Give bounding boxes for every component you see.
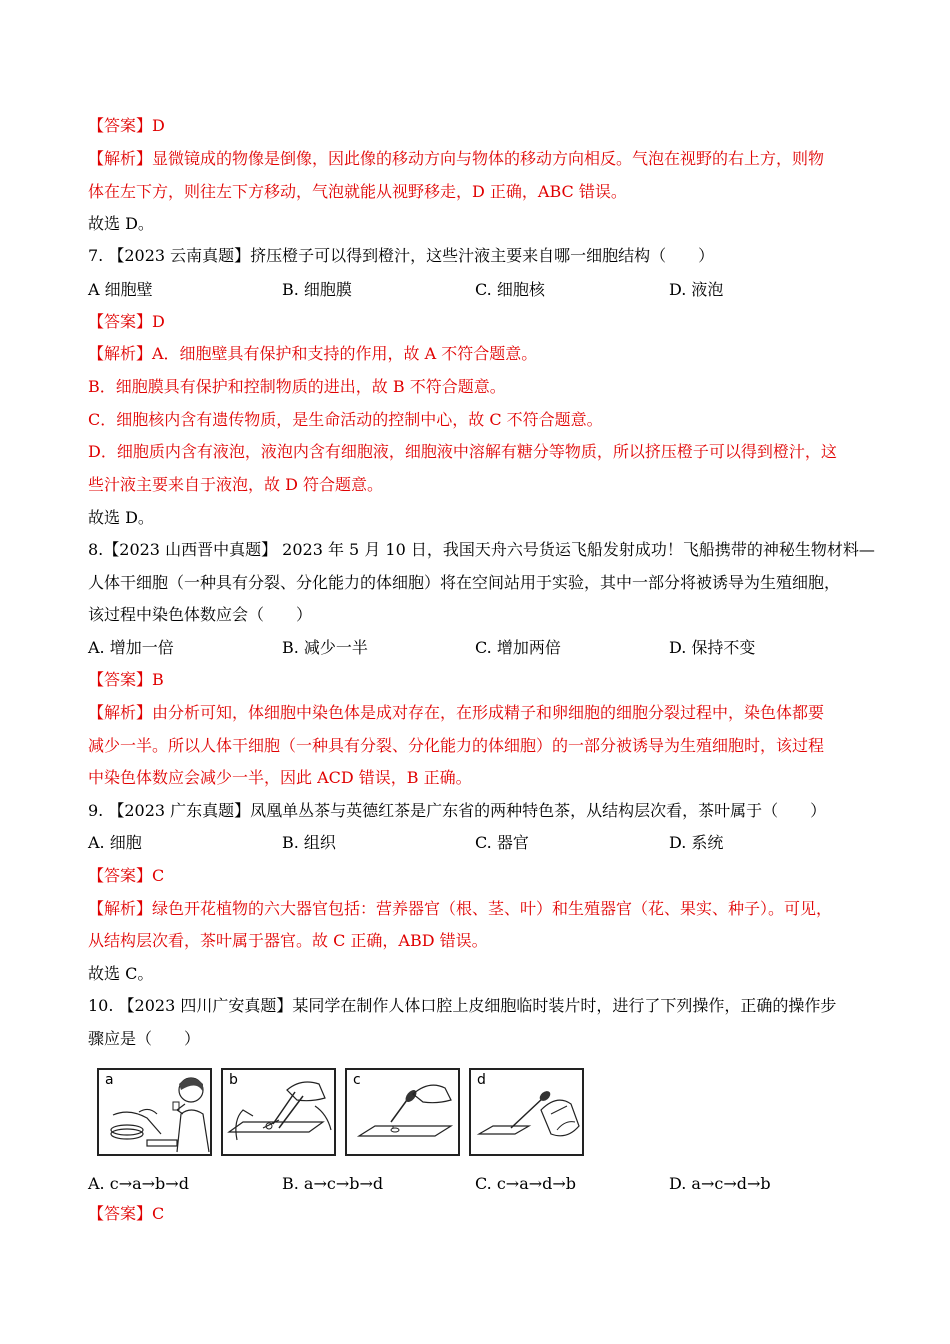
q9-answer: 【答案】C [88,866,165,885]
q10-stem-line-2: 骤应是（ ） [88,1029,201,1048]
q10-figure-d [469,1068,584,1156]
q8-analysis-line-1: 【解析】由分析可知，体细胞中染色体是成对存在，在形成精子和卵细胞的细胞分裂过程中，染色体都要 [88,703,825,722]
q8-option-d: D. 保持不变 [669,638,756,657]
q7-analysis-line-5: 些汁液主要来自于液泡，故 D 符合题意。 [88,475,384,494]
figure-label-d: d [477,1072,486,1088]
q8-option-b: B. 减少一半 [282,638,368,657]
rinse-mouth-illustration [99,1070,214,1158]
q7-option-d: D. 液泡 [669,280,724,299]
q6-analysis-line-2: 体在左下方，则往左下方移动，气泡就能从视野移走，D 正确，ABC 错误。 [88,182,627,201]
q9-analysis-line-1: 【解析】绿色开花植物的六大器官包括：营养器官（根、茎、叶）和生殖器官（花、果实、种子）。可见， [88,899,833,918]
q10-option-a: A. c→a→b→d [88,1174,189,1193]
q9-option-c: C. 器官 [475,833,529,852]
q7-option-c: C. 细胞核 [475,280,545,299]
q10-figure-a [97,1068,212,1156]
q10-option-c: C. c→a→d→b [475,1174,577,1193]
q9-option-a: A. 细胞 [88,833,142,852]
q8-stem-line-2: 人体干细胞（一种具有分裂、分化能力的体细胞）将在空间站用于实验，其中一部分将被诱导为生殖细胞， [88,573,841,592]
q10-figure-strip [97,1068,585,1158]
q7-option-a: A 细胞壁 [88,280,153,299]
figure-label-b: b [229,1072,238,1088]
q10-option-b: B. a→c→b→d [282,1174,384,1193]
q8-analysis-line-3: 中染色体数应会减少一半，因此 ACD 错误，B 正确。 [88,768,472,787]
q7-analysis-line-1: 【解析】A．细胞壁具有保护和支持的作用，故 A 不符合题意。 [88,344,538,363]
q9-option-b: B. 组织 [282,833,336,852]
place-coverslip-illustration [223,1070,338,1158]
q7-conclusion: 故选 D。 [88,508,154,527]
q8-option-a: A. 增加一倍 [88,638,174,657]
figure-label-a: a [105,1072,114,1088]
figure-label-c: c [353,1072,361,1088]
q7-analysis-line-3: C．细胞核内含有遗传物质，是生命活动的控制中心，故 C 不符合题意。 [88,410,603,429]
q6-answer: 【答案】D [88,116,165,135]
q9-analysis-line-2: 从结构层次看，茶叶属于器官。故 C 正确，ABD 错误。 [88,931,488,950]
stain-slide-illustration [471,1070,586,1158]
q10-stem-line-1: 10. 【2023 四川广安真题】某同学在制作人体口腔上皮细胞临时装片时，进行了下列操作，正确的操作步 [88,996,837,1015]
q10-answer: 【答案】C [88,1204,165,1223]
q9-stem: 9. 【2023 广东真题】凤凰单丛茶与英德红茶是广东省的两种特色茶，从结构层次看，茶叶属于（ ） [88,801,827,820]
q7-analysis-line-4: D．细胞质内含有液泡，液泡内含有细胞液，细胞液中溶解有糖分等物质，所以挤压橙子可以得到橙汁，这 [88,442,837,461]
q6-analysis-line-1: 【解析】显微镜成的物像是倒像，因此像的移动方向与物体的移动方向相反。气泡在视野的右上方，则物 [88,149,825,168]
q8-analysis-line-2: 减少一半。所以人体干细胞（一种具有分裂、分化能力的体细胞）的一部分被诱导为生殖细胞时，该过程 [88,736,825,755]
q10-figure-c [345,1068,460,1156]
drip-saline-illustration [347,1070,462,1158]
q8-answer: 【答案】B [88,670,164,689]
q8-stem-line-1: 8.【2023 山西晋中真题】 2023 年 5 月 10 日，我国天舟六号货运飞船发射成功！飞船携带的神秘生物材料— [88,540,875,559]
q6-conclusion: 故选 D。 [88,214,154,233]
q8-stem-line-3: 该过程中染色体数应会（ ） [88,605,313,624]
q9-conclusion: 故选 C。 [88,964,154,983]
q7-stem: 7. 【2023 云南真题】挤压橙子可以得到橙汁，这些汁液主要来自哪一细胞结构（ ） [88,246,715,265]
q9-option-d: D. 系统 [669,833,724,852]
q10-figure-b [221,1068,336,1156]
q7-answer: 【答案】D [88,312,165,331]
q8-option-c: C. 增加两倍 [475,638,561,657]
q10-option-d: D. a→c→d→b [669,1174,771,1193]
q7-option-b: B. 细胞膜 [282,280,352,299]
q7-analysis-line-2: B．细胞膜具有保护和控制物质的进出，故 B 不符合题意。 [88,377,506,396]
